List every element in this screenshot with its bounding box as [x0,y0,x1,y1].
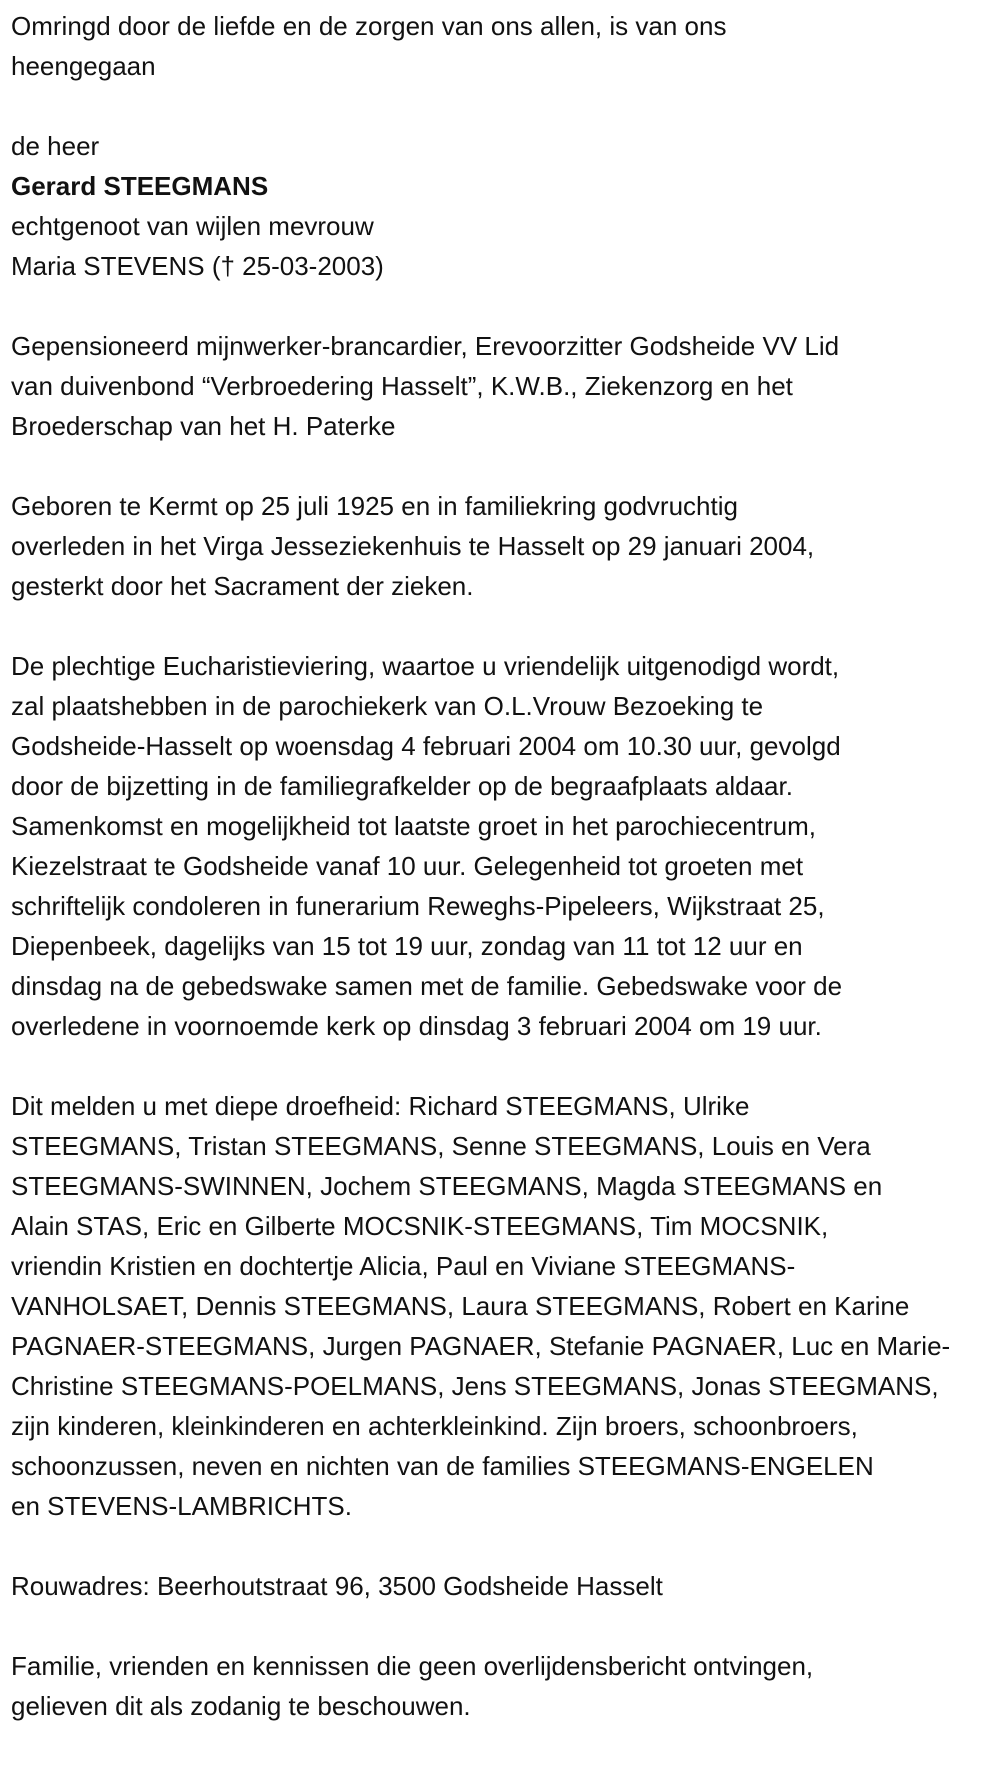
family-paragraph [11,1086,1000,1526]
text-line: gelieven dit als zodanig te beschouwen. [11,1691,471,1721]
funeral-service-paragraph [11,646,1000,1046]
text-line: Alain STAS, Eric en Gilberte MOCSNIK-STEEGMANS, Tim MOCSNIK, [11,1211,829,1241]
text-line: De plechtige Eucharistieviering, waartoe u vriendelijk uitgenodigd wordt, [11,651,840,681]
text-line: Rouwadres: Beerhoutstraat 96, 3500 Godsheide Hasselt [11,1571,663,1601]
text-line: Broederschap van het H. Paterke [11,411,396,441]
text-line: gesterkt door het Sacrament der zieken. [11,571,474,601]
text-line: Diepenbeek, dagelijks van 15 tot 19 uur, zondag van 11 tot 12 uur en [11,931,803,961]
text-line: en STEVENS-LAMBRICHTS. [11,1491,352,1521]
deceased-block [11,126,1000,286]
text-line: overleden in het Virga Jesseziekenhuis te Hasselt op 29 januari 2004, [11,531,815,561]
birth-death-paragraph [11,486,1000,606]
deceased-name: Gerard STEEGMANS [11,171,269,201]
text-line: dinsdag na de gebedswake samen met de familie. Gebedswake voor de [11,971,843,1001]
text-line: van duivenbond “Verbroedering Hasselt”, K.W.B., Ziekenzorg en het [11,371,793,401]
address-paragraph [11,1566,1000,1606]
text-line: Geboren te Kermt op 25 juli 1925 en in familiekring godvruchtig [11,491,738,521]
title-prefix: de heer [11,131,100,161]
text-line: VANHOLSAET, Dennis STEEGMANS, Laura STEEGMANS, Robert en Karine [11,1291,910,1321]
text-line: Godsheide-Hasselt op woensdag 4 februari 2004 om 10.30 uur, gevolgd [11,731,841,761]
text-line: schoonzussen, neven en nichten van de families STEEGMANS-ENGELEN [11,1451,874,1481]
text-line: STEEGMANS, Tristan STEEGMANS, Senne STEEGMANS, Louis en Vera [11,1131,871,1161]
text-line: zal plaatshebben in de parochiekerk van O.L.Vrouw Bezoeking te [11,691,764,721]
text-line: heengegaan [11,51,156,81]
spouse-name: Maria STEVENS († 25-03-2003) [11,251,384,281]
text-line: door de bijzetting in de familiegrafkelder op de begraafplaats aldaar. [11,771,793,801]
text-line: zijn kinderen, kleinkinderen en achterkleinkind. Zijn broers, schoonbroers, [11,1411,858,1441]
text-line: Familie, vrienden en kennissen die geen overlijdensbericht ontvingen, [11,1651,814,1681]
text-line: Kiezelstraat te Godsheide vanaf 10 uur. Gelegenheid tot groeten met [11,851,804,881]
text-line: Christine STEEGMANS-POELMANS, Jens STEEGMANS, Jonas STEEGMANS, [11,1371,939,1401]
text-line: Dit melden u met diepe droefheid: Richard STEEGMANS, Ulrike [11,1091,750,1121]
occupation-paragraph [11,326,1000,446]
intro-paragraph [11,6,1000,86]
text-line: schriftelijk condoleren in funerarium Reweghs-Pipeleers, Wijkstraat 25, [11,891,825,921]
closing-paragraph [11,1646,1000,1726]
text-line: Samenkomst en mogelijkheid tot laatste groet in het parochiecentrum, [11,811,816,841]
text-line: STEEGMANS-SWINNEN, Jochem STEEGMANS, Magda STEEGMANS en [11,1171,883,1201]
text-line: PAGNAER-STEEGMANS, Jurgen PAGNAER, Stefanie PAGNAER, Luc en Marie- [11,1331,951,1361]
text-line: Gepensioneerd mijnwerker-brancardier, Erevoorzitter Godsheide VV Lid [11,331,840,361]
spouse-label: echtgenoot van wijlen mevrouw [11,211,374,241]
text-line: Omringd door de liefde en de zorgen van ons allen, is van ons [11,11,727,41]
text-line: overledene in voornoemde kerk op dinsdag 3 februari 2004 om 19 uur. [11,1011,822,1041]
text-line: vriendin Kristien en dochtertje Alicia, Paul en Viviane STEEGMANS- [11,1251,796,1281]
